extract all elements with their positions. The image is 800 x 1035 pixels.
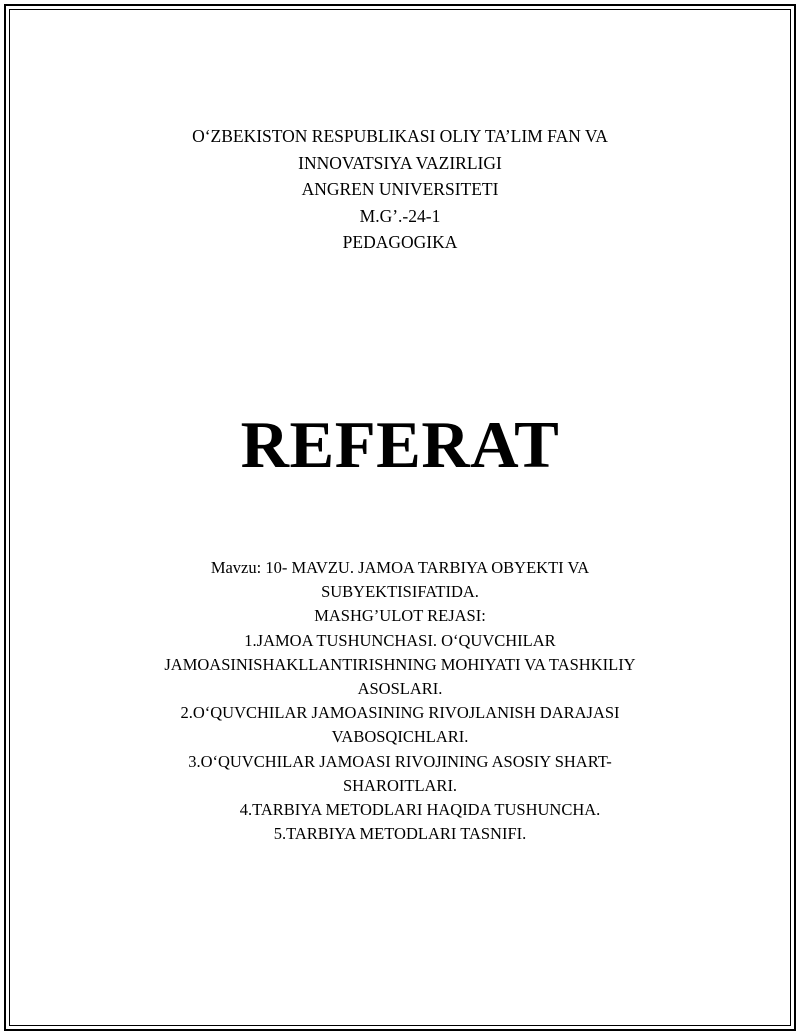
topic-line: SUBYEKTISIFATIDA. <box>321 582 479 602</box>
plan-item-5: 5.TARBIYA METODLARI TASNIFI. <box>273 824 527 844</box>
header-line-ministry-1: O‘ZBEKISTON RESPUBLIKASI OLIY TA’LIM FAN VA <box>192 126 608 146</box>
topic-line: Mavzu: 10- MAVZU. JAMOA TARBIYA OBYEKTI VA <box>210 558 590 577</box>
plan-item-2: 2.O‘QUVCHILAR JAMOASINING RIVOJLANISH DARAJASI <box>180 703 620 723</box>
plan-item-1: 1.JAMOA TUSHUNCHASI. O‘QUVCHILAR <box>244 630 556 650</box>
header-line-university: ANGREN UNIVERSITETI <box>301 179 499 199</box>
plan-item-3: 3.O‘QUVCHILAR JAMOASI RIVOJINING ASOSIY SHART- <box>188 751 612 771</box>
header-line-group: M.G’.-24-1 <box>359 205 441 226</box>
topic-plan-block <box>0 556 800 846</box>
header-block <box>0 123 800 256</box>
plan-item-1-cont: JAMOASINISHAKLLANTIRISHNING MOHIYATI VA TASHKILIY <box>164 654 636 674</box>
plan-item-3-cont: SHAROITLARI. <box>342 775 458 795</box>
plan-item-2-cont: VABOSQICHLARI. <box>331 727 469 747</box>
plan-item-1-cont: ASOSLARI. <box>357 679 443 699</box>
plan-heading: MASHG’ULOT REJASI: <box>314 606 486 626</box>
header-line-subject: PEDAGOGIKA <box>342 232 458 252</box>
plan-item-4: 4.TARBIYA METODLARI HAQIDA TUSHUNCHA. <box>239 800 601 820</box>
header-line-ministry-2: INNOVATSIYA VAZIRLIGI <box>298 152 502 173</box>
document-title: REFERAT <box>240 408 560 482</box>
